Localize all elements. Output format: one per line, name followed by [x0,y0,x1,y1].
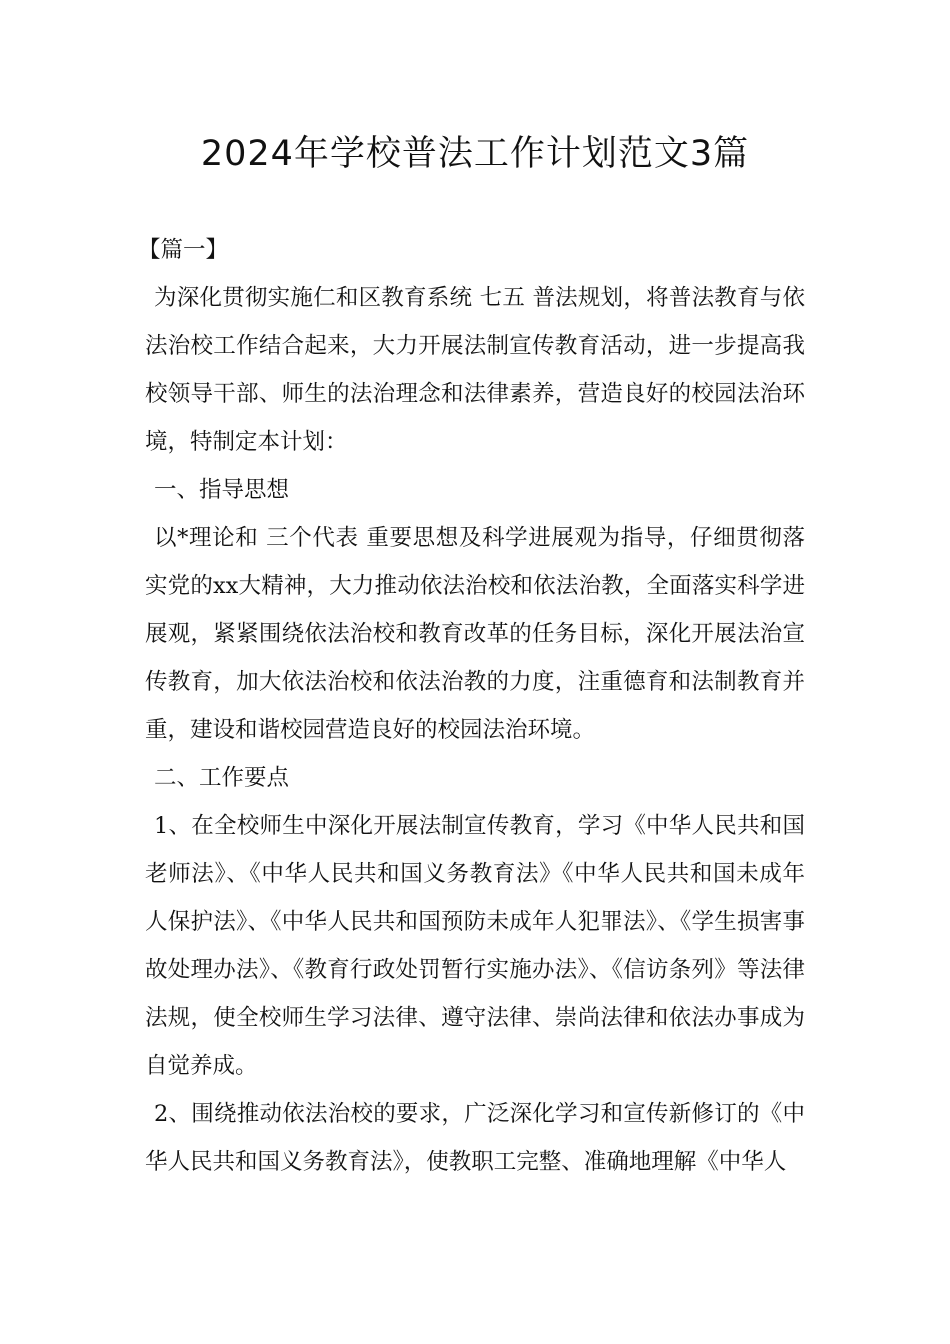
guiding-thought-paragraph: 以*理论和 三个代表 重要思想及科学进展观为指导，仔细贯彻落实党的xx大精神，大力推动依法治校和依法治教，全面落实科学进展观，紧紧围绕依法治校和教育改革的任务目标，深化开展法治宣传教育，加大依法治校和依法治教的力度，注重德育和法制教育并重，建设和谐校园营造良好的校园法治环境。 [145,525,805,743]
heading-work-points: 二、工作要点 [154,765,290,791]
intro-paragraph: 为深化贯彻实施仁和区教育系统 七五 普法规划，将普法教育与依法治校工作结合起来，大力开展法制宣传教育活动，进一步提高我校领导干部、师生的法治理念和法律素养，营造良好的校园法治环境，特制定本计划： [145,285,805,455]
document-title: 2024年学校普法工作计划范文3篇 [200,134,750,174]
heading-guiding-thought: 一、指导思想 [154,477,290,503]
work-point-1: 1、在全校师生中深化开展法制宣传教育，学习《中华人民共和国老师法》、《中华人民共和国义务教育法》《中华人民共和国未成年人保护法》、《中华人民共和国预防未成年人犯罪法》、《学生损害事故处理办法》、《教育行政处罚暂行实施办法》、《信访条列》等法律法规，使全校师生学习法律、遵守法律、崇尚法律和依法办事成为自觉养成。 [145,813,805,1079]
section-label: 【篇一】 [138,237,229,263]
document-body [138,226,805,1186]
work-point-2: 2、围绕推动依法治校的要求，广泛深化学习和宣传新修订的《中华人民共和国义务教育法》，使教职工完整、准确地理解《中华人 [145,1101,805,1175]
